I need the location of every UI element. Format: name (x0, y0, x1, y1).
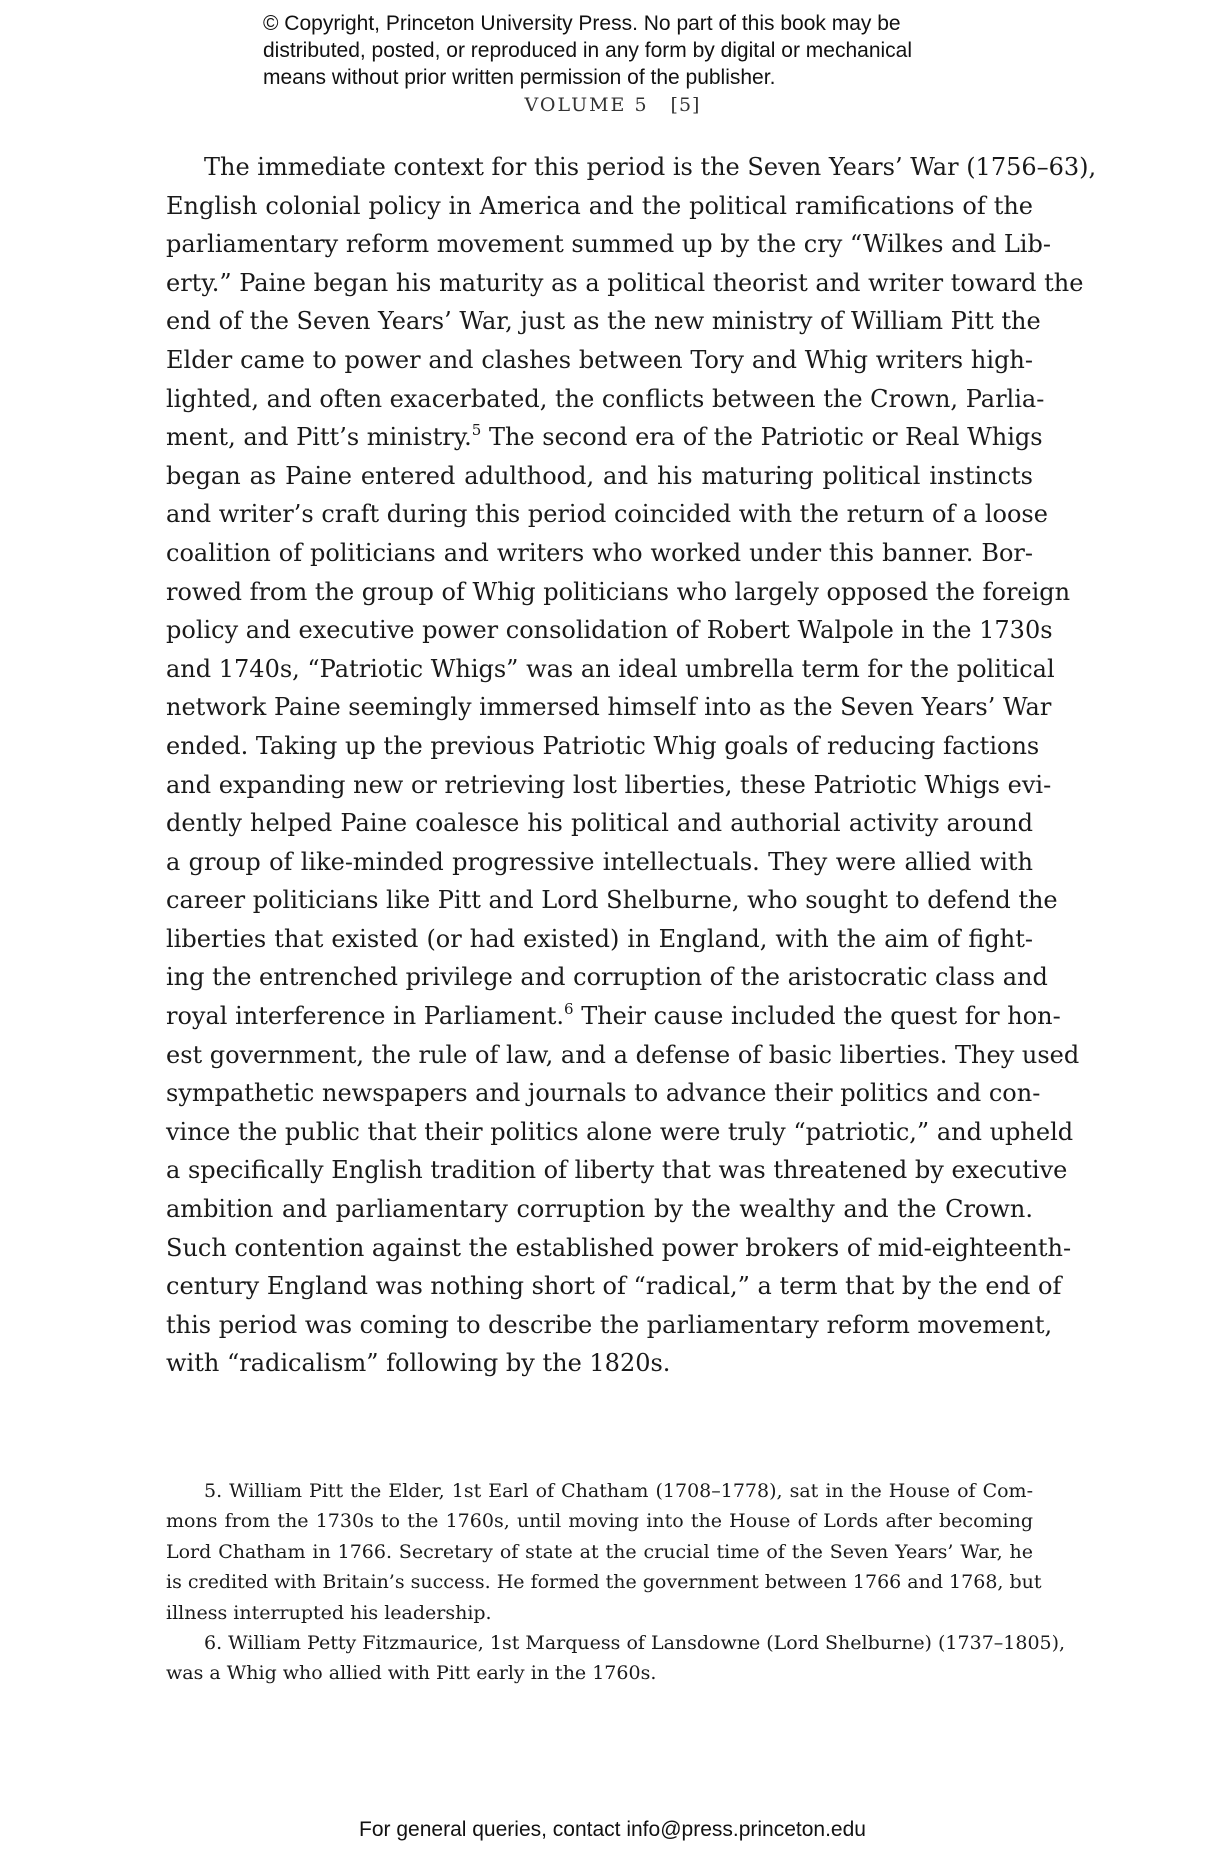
text-line (166, 997, 1061, 1036)
text-line: and writer’s craft during this period coincided with the return of a loose (166, 500, 1048, 529)
text-line: Elder came to power and clashes between Tory and Whig writers high- (166, 345, 1033, 374)
page-footer (0, 1818, 1225, 1842)
text-line: policy and executive power consolidation of Robert Walpole in the 1730s (166, 616, 1053, 645)
text-line: career politicians like Pitt and Lord Shelburne, who sought to defend the (166, 886, 1058, 915)
running-head (0, 94, 1225, 116)
volume-label: VOLUME 5 (524, 94, 649, 116)
text-line: ing the entrenched privilege and corruption of the aristocratic class and (166, 963, 1048, 992)
text-line: English colonial policy in America and the political ramifications of the (166, 191, 1033, 220)
body-paragraph (166, 148, 1097, 1383)
text-line: The immediate context for this period is the Seven Years’ War (1756–63), (204, 153, 1097, 181)
contact-info: For general queries, contact info@press.princeton.edu (359, 1818, 866, 1841)
text-line: this period was coming to describe the parliamentary reform movement, (166, 1310, 1053, 1339)
text-line (166, 418, 1043, 457)
text-line: parliamentary reform movement summed up by the cry “Wilkes and Lib- (166, 230, 1051, 259)
text-line: began as Paine entered adulthood, and his maturing political instincts (166, 461, 1033, 490)
text-line: lighted, and often exacerbated, the conflicts between the Crown, Parlia- (166, 384, 1045, 413)
text-segment: Their cause included the quest for hon- (581, 1002, 1061, 1031)
text-line: and expanding new or retrieving lost liberties, these Patriotic Whigs evi- (166, 770, 1052, 799)
text-line: dently helped Paine coalesce his political and authorial activity around (166, 809, 1033, 838)
footnote-5-line: 5. William Pitt the Elder, 1st Earl of Chatham (1708–1778), sat in the House of Com- (204, 1480, 1033, 1502)
footnote-6-line: was a Whig who allied with Pitt early in the 1760s. (166, 1662, 657, 1685)
footnote-5-line: Lord Chatham in 1766. Secretary of state at the crucial time of the Seven Years’ War, he (166, 1540, 1033, 1563)
text-line: a specifically English tradition of liberty that was threatened by executive (166, 1156, 1068, 1185)
text-line: rowed from the group of Whig politicians who largely opposed the foreign (166, 577, 1071, 606)
text-segment: ment, and Pitt’s ministry. (166, 423, 472, 452)
text-line: vince the public that their politics alone were truly “patriotic,” and upheld (166, 1117, 1074, 1146)
text-line: coalition of politicians and writers who worked under this banner. Bor- (166, 538, 1033, 567)
text-line: Such contention against the established power brokers of mid-eighteenth- (166, 1233, 1072, 1262)
text-line: with “radicalism” following by the 1820s. (166, 1349, 671, 1378)
footnote-ref-5[interactable]: 5 (471, 421, 482, 440)
text-line: end of the Seven Years’ War, just as the new ministry of William Pitt the (166, 307, 1041, 336)
page-number: [5] (670, 94, 701, 116)
copyright-line: © Copyright, Princeton University Press. No part of this book may be (263, 12, 901, 35)
footnote-5-line: mons from the 1730s to the 1760s, until moving into the House of Lords after becoming (166, 1510, 1033, 1533)
copyright-line: distributed, posted, or reproduced in any form by digital or mechanical (263, 39, 913, 62)
text-line: a group of like-minded progressive intellectuals. They were allied with (166, 847, 1033, 876)
copyright-notice (263, 10, 1023, 91)
footnote-ref-6[interactable]: 6 (564, 1000, 574, 1019)
text-line: liberties that existed (or had existed) in England, with the aim of fight- (166, 924, 1033, 953)
text-line: est government, the rule of law, and a defense of basic liberties. They used (166, 1040, 1080, 1069)
text-line: and 1740s, “Patriotic Whigs” was an ideal umbrella term for the political (166, 654, 1055, 683)
text-line: sympathetic newspapers and journals to advance their politics and con- (166, 1079, 1041, 1108)
text-line: ended. Taking up the previous Patriotic Whig goals of reducing factions (166, 731, 1040, 760)
footnote-5-line: is credited with Britain’s success. He formed the government between 1766 and 1768, but (166, 1571, 1042, 1594)
footnotes (166, 1476, 1066, 1689)
text-segment: The second era of the Patriotic or Real Whigs (488, 423, 1043, 452)
text-line: network Paine seemingly immersed himself into as the Seven Years’ War (166, 693, 1052, 722)
copyright-line: means without prior written permission of the publisher. (263, 66, 776, 89)
text-line: erty.” Paine began his maturity as a political theorist and writer toward the (166, 268, 1084, 297)
text-line: ambition and parliamentary corruption by the wealthy and the Crown. (166, 1195, 1033, 1224)
text-line: century England was nothing short of “radical,” a term that by the end of (166, 1272, 1062, 1301)
text-segment: royal interference in Parliament. (166, 1002, 565, 1031)
footnote-5-line: illness interrupted his leadership. (166, 1601, 492, 1624)
footnote-6-line: 6. William Petty Fitzmaurice, 1st Marquess of Lansdowne (Lord Shelburne) (1737–1805), (204, 1632, 1066, 1655)
